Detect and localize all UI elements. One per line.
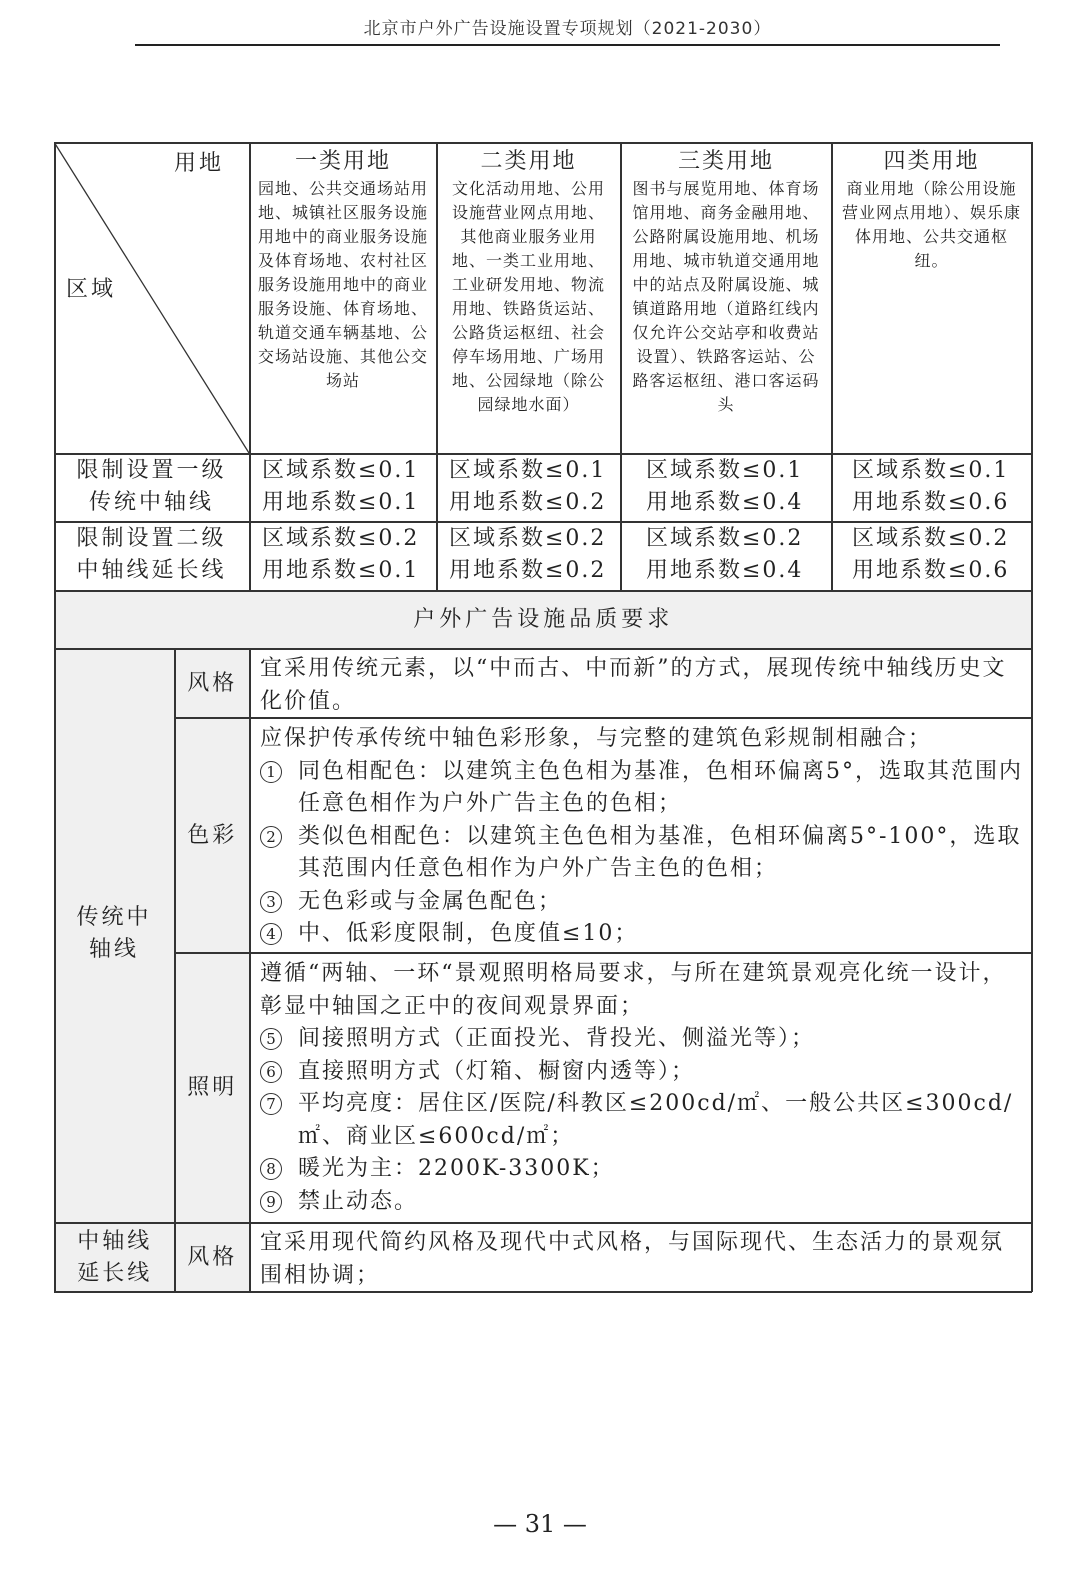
circled-number: 7: [260, 1093, 282, 1115]
list-item: 4 中、低彩度限制，色度值≤10；: [260, 918, 1023, 951]
table-cell: 区域系数≤0.1 用地系数≤0.4: [646, 458, 804, 515]
sub-label-style: 风格: [176, 650, 250, 718]
list-item: 6 直接照明方式（灯箱、橱窗内透等）；: [260, 1056, 1023, 1089]
list-item: 9 禁止动态。: [260, 1186, 1023, 1219]
circled-number: 5: [260, 1028, 282, 1050]
table-cell: 区域系数≤0.1 用地系数≤0.6: [852, 458, 1010, 515]
col-desc: 文化活动用地、公用设施营业网点用地、其他商业服务业用地、一类工业用地、工业研发用地、物流用地、铁路货运站、公路货运枢纽、社会停车场用地、广场用地、公园绿地（除公园绿地水面）: [451, 179, 605, 414]
style-requirement: 宜采用传统元素，以“中而古、中而新”的方式，展现传统中轴线历史文化价值。: [260, 656, 1007, 714]
lighting-requirement: [250, 954, 1031, 1218]
list-item: 7 平均亮度：居住区/医院/科教区≤200cd/㎡、一般公共区≤300cd/㎡、商业区≤600cd/㎡；: [260, 1088, 1023, 1153]
color-requirement: [250, 719, 1031, 951]
page-number: — 31 —: [493, 1510, 587, 1538]
col-title: 二类用地: [480, 149, 577, 174]
circled-number: 2: [260, 826, 282, 848]
col-title: 一类用地: [294, 149, 391, 174]
circled-number: 6: [260, 1061, 282, 1083]
running-header: 北京市户外广告设施设置专项规划（2021-2030）: [363, 19, 772, 39]
col-header-2: [437, 144, 620, 417]
col-desc: 园地、公共交通场站用地、城镇社区服务设施用地中的商业服务设施及体育场地、农村社区服务设施用地中的商业服务设施、体育场地、轨道交通车辆基地、公交场站设施、其他公交场站: [258, 179, 429, 390]
circled-number: 8: [260, 1158, 282, 1180]
color-intro: 应保护传承传统中轴色彩形象，与完整的建筑色彩规制相融合；: [260, 726, 933, 751]
col-desc: 商业用地（除公用设施营业网点用地）、娱乐康体用地、公共交通枢纽。: [841, 179, 1021, 270]
col-header-3: [621, 144, 831, 417]
circled-number: 1: [260, 761, 282, 783]
circled-number: 3: [260, 891, 282, 913]
list-item: 3 无色彩或与金属色配色；: [260, 886, 1023, 919]
style-requirement-extension: 宜采用现代简约风格及现代中式风格，与国际现代、生态活力的景观氛围相协调；: [260, 1230, 1005, 1288]
list-item: 2 类似色相配色：以建筑主色色相为基准，色相环偏离5°-100°，选取其范围内任意色相作为户外广告主色的色相；: [260, 821, 1023, 886]
group-label-traditional-axis-text: 传统中 轴线: [76, 905, 152, 962]
row-label-level2: 限制设置二级 中轴线延长线: [76, 526, 227, 583]
group-label-axis-extension: 中轴线 延长线: [56, 1224, 175, 1292]
corner-left-label: 区域: [66, 277, 117, 302]
list-item: 8 暖光为主：2200K-3300K；: [260, 1153, 1023, 1186]
table-cell: 区域系数≤0.1 用地系数≤0.1: [262, 458, 420, 515]
table-cell: 区域系数≤0.1 用地系数≤0.2: [449, 458, 607, 515]
regulation-table: [54, 142, 1032, 1292]
corner-top-label: 用地: [174, 151, 225, 176]
list-item: 5 间接照明方式（正面投光、背投光、侧溢光等）；: [260, 1023, 1023, 1056]
col-desc: 图书与展览用地、体育场馆用地、商务金融用地、公路附属设施用地、机场用地、城市轨道交通用地中的站点及附属设施、城镇道路用地（道路红线内仅允许公交站亭和收费站设置）、铁路客运站、公路客运枢纽、港口客运码头: [632, 179, 820, 414]
col-title: 三类用地: [677, 149, 774, 174]
table-cell: 区域系数≤0.2 用地系数≤0.2: [449, 526, 607, 583]
col-header-4: [832, 144, 1031, 273]
sub-label-style-extension: 风格: [176, 1224, 250, 1292]
table-cell: 区域系数≤0.2 用地系数≤0.1: [262, 526, 420, 583]
header-rule: [135, 44, 1000, 46]
circled-number: 4: [260, 923, 282, 945]
lighting-intro: 遵循“两轴、一环“景观照明格局要求，与所在建筑景观亮化统一设计，彰显中轴国之正中的夜间观景界面；: [260, 961, 1007, 1019]
col-header-1: [250, 144, 436, 393]
quality-section-title: 户外广告设施品质要求: [56, 592, 1032, 649]
table-cell: 区域系数≤0.2 用地系数≤0.4: [646, 526, 804, 583]
list-item: 1 同色相配色：以建筑主色色相为基准，色相环偏离5°，选取其范围内任意色相作为户外广告主色的色相；: [260, 756, 1023, 821]
sub-label-lighting: 照明: [176, 954, 250, 1223]
sub-label-color: 色彩: [176, 719, 250, 953]
row-label-level1: 限制设置一级 传统中轴线: [76, 458, 227, 515]
col-title: 四类用地: [883, 149, 980, 174]
circled-number: 9: [260, 1191, 282, 1213]
table-cell: 区域系数≤0.2 用地系数≤0.6: [852, 526, 1010, 583]
